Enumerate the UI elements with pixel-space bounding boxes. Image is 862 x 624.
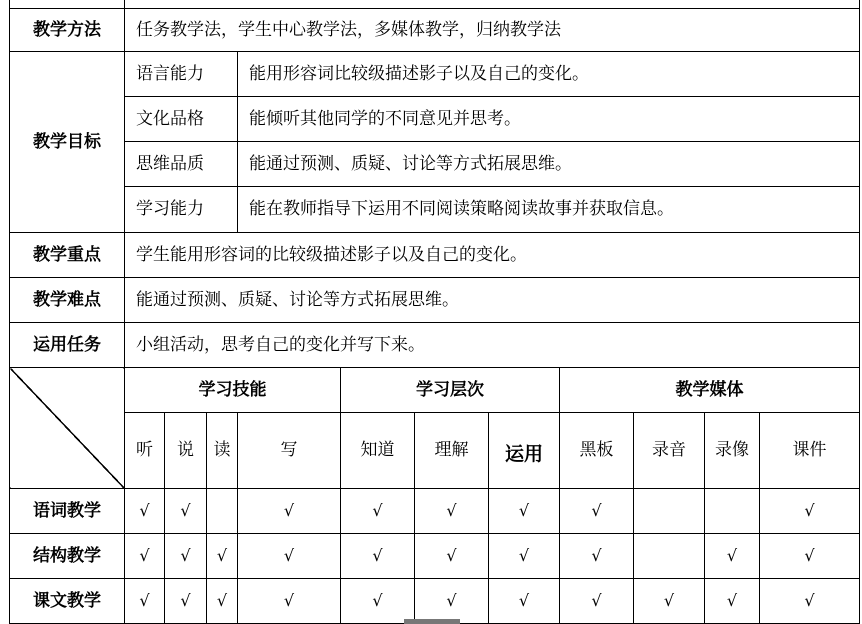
matrix-row xyxy=(10,534,860,579)
check-cell xyxy=(634,489,705,534)
objective-text: 能通过预测、质疑、讨论等方式拓展思维。 xyxy=(238,142,860,187)
task-text: 小组活动，思考自己的变化并写下来。 xyxy=(125,323,860,368)
check-cell: √ xyxy=(705,534,760,579)
group-header: 学习技能 xyxy=(125,368,341,413)
methods-row xyxy=(10,9,860,52)
column-header-text: 运用 xyxy=(504,443,543,466)
check-cell xyxy=(207,489,238,534)
objective-row xyxy=(10,142,860,187)
objective-name: 语言能力 xyxy=(125,52,238,97)
objective-text: 能在教师指导下运用不同阅读策略阅读故事并获取信息。 xyxy=(238,187,860,233)
column-header: 录音 xyxy=(634,413,705,489)
top-spacer-row xyxy=(10,0,860,9)
methods-text: 任务教学法，学生中心教学法，多媒体教学，归纳教学法 xyxy=(125,9,860,52)
difficulties-text: 能通过预测、质疑、讨论等方式拓展思维。 xyxy=(125,278,860,323)
group-header: 教学媒体 xyxy=(560,368,860,413)
key-points-text: 学生能用形容词的比较级描述影子以及自己的变化。 xyxy=(125,233,860,278)
check-cell: √ xyxy=(207,534,238,579)
check-cell: √ xyxy=(760,534,860,579)
objective-row xyxy=(10,187,860,233)
check-cell: √ xyxy=(760,579,860,624)
matrix-row xyxy=(10,579,860,624)
column-header: 说 xyxy=(165,413,207,489)
check-cell: √ xyxy=(760,489,860,534)
check-cell: √ xyxy=(560,489,634,534)
check-cell: √ xyxy=(341,579,415,624)
objective-name: 文化品格 xyxy=(125,97,238,142)
page-scroll-indicator xyxy=(404,619,460,624)
column-header: 读 xyxy=(207,413,238,489)
key-points-label: 教学重点 xyxy=(10,233,125,278)
column-header: 课件 xyxy=(760,413,860,489)
matrix-row-label: 结构教学 xyxy=(10,534,125,579)
matrix-column-header-row xyxy=(10,413,860,489)
matrix-row-label: 语词教学 xyxy=(10,489,125,534)
objective-text: 能倾听其他同学的不同意见并思考。 xyxy=(238,97,860,142)
check-cell: √ xyxy=(560,579,634,624)
check-cell: √ xyxy=(560,534,634,579)
check-cell: √ xyxy=(125,579,165,624)
group-header: 学习层次 xyxy=(341,368,560,413)
column-header: 知道 xyxy=(341,413,415,489)
check-cell: √ xyxy=(125,489,165,534)
difficulties-row xyxy=(10,278,860,323)
check-cell: √ xyxy=(489,579,560,624)
objective-name: 思维品质 xyxy=(125,142,238,187)
check-cell: √ xyxy=(489,489,560,534)
check-cell: √ xyxy=(238,489,341,534)
key-points-row xyxy=(10,233,860,278)
column-header: 写 xyxy=(238,413,341,489)
matrix-row-label: 课文教学 xyxy=(10,579,125,624)
check-cell: √ xyxy=(415,489,489,534)
check-cell: √ xyxy=(415,534,489,579)
matrix-row xyxy=(10,489,860,534)
difficulties-label: 教学难点 xyxy=(10,278,125,323)
check-cell: √ xyxy=(165,534,207,579)
column-header: 录像 xyxy=(705,413,760,489)
check-cell: √ xyxy=(238,579,341,624)
task-row xyxy=(10,323,860,368)
objective-row xyxy=(10,97,860,142)
objective-name: 学习能力 xyxy=(125,187,238,233)
column-header: 理解 xyxy=(415,413,489,489)
diagonal-header-cell xyxy=(10,368,125,489)
check-cell: √ xyxy=(634,579,705,624)
methods-label: 教学方法 xyxy=(10,9,125,52)
check-cell: √ xyxy=(705,579,760,624)
check-cell: √ xyxy=(489,534,560,579)
objective-row xyxy=(10,52,860,97)
check-cell xyxy=(705,489,760,534)
check-cell: √ xyxy=(125,534,165,579)
objective-text: 能用形容词比较级描述影子以及自己的变化。 xyxy=(238,52,860,97)
column-header: 听 xyxy=(125,413,165,489)
check-cell: √ xyxy=(207,579,238,624)
objectives-label: 教学目标 xyxy=(10,52,125,233)
matrix-group-header-row xyxy=(10,368,860,413)
check-cell: √ xyxy=(341,534,415,579)
check-cell: √ xyxy=(341,489,415,534)
check-cell: √ xyxy=(415,579,489,624)
task-label: 运用任务 xyxy=(10,323,125,368)
lesson-plan-table xyxy=(9,0,860,624)
check-cell: √ xyxy=(165,489,207,534)
check-cell xyxy=(634,534,705,579)
column-header xyxy=(489,413,560,489)
check-cell: √ xyxy=(238,534,341,579)
column-header: 黑板 xyxy=(560,413,634,489)
check-cell: √ xyxy=(165,579,207,624)
